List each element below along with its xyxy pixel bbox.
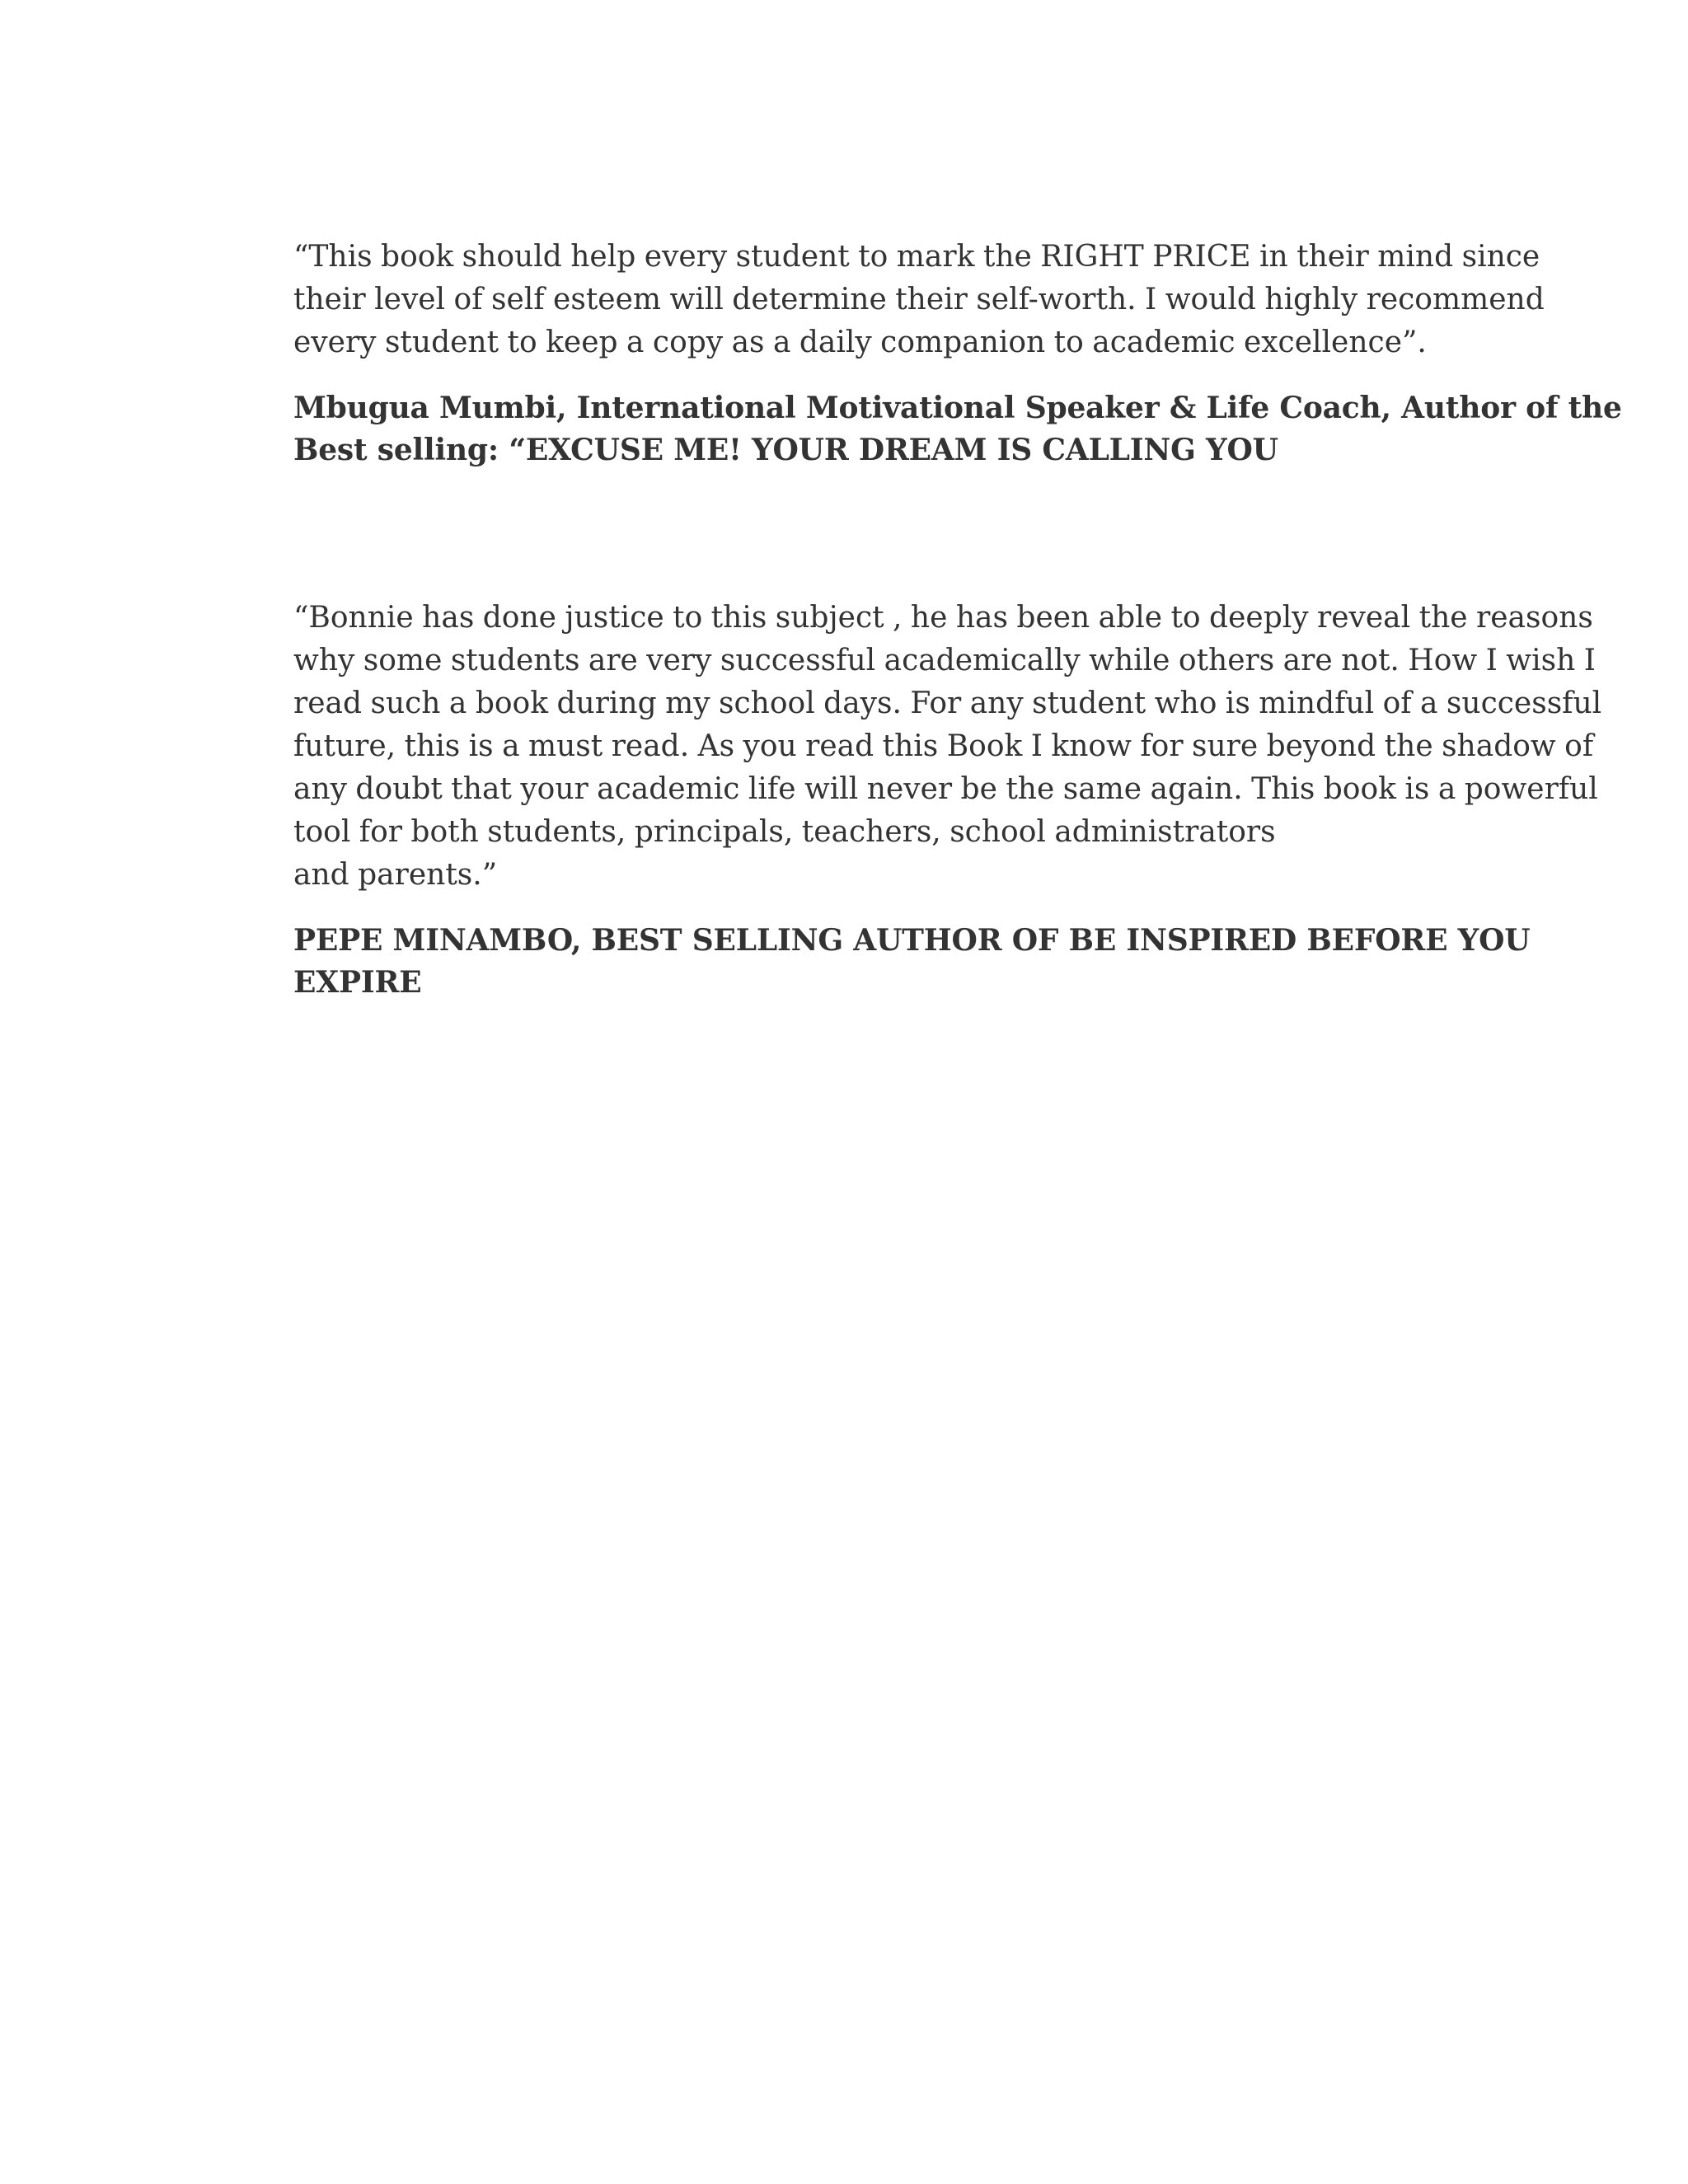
quote-line: their level of self esteem will determine their self-worth. I would highly recommend [293,283,1545,316]
attribution-line: Mbugua Mumbi, International Motivational Speaker & Life Coach, Author of the [293,391,1622,425]
testimonial-attribution [293,920,1531,1004]
testimonial-attribution [293,387,1622,471]
quote-line: “This book should help every student to mark the RIGHT PRICE in their mind since [293,240,1540,274]
attribution-line: PEPE MINAMBO, BEST SELLING AUTHOR OF BE INSPIRED BEFORE YOU [293,923,1531,958]
attribution-line: EXPIRE [293,965,422,1000]
quote-line: “Bonnie has done justice to this subject , he has been able to deeply reveal the reasons [293,601,1593,635]
testimonial-2 [293,597,1602,1004]
quote-line: why some students are very successful academically while others are not. How I wish I [293,644,1596,677]
quote-line: tool for both students, principals, teachers, school administrators [293,815,1276,849]
page-content [293,236,1622,1004]
section-spacer [293,471,1480,597]
testimonial-1 [293,236,1622,471]
quote-line: future, this is a must read. As you read this Book I know for sure beyond the shadow of [293,729,1594,763]
quote-line: any doubt that your academic life will never be the same again. This book is a powerful [293,772,1598,806]
quote-line: and parents.” [293,858,498,892]
quote-line: every student to keep a copy as a daily companion to academic excellence”. [293,326,1427,359]
attribution-line: Best selling: “EXCUSE ME! YOUR DREAM IS CALLING YOU [293,433,1278,467]
testimonial-quote [293,597,1602,897]
quote-line: read such a book during my school days. For any student who is mindful of a successful [293,687,1602,720]
testimonial-quote [293,236,1545,364]
